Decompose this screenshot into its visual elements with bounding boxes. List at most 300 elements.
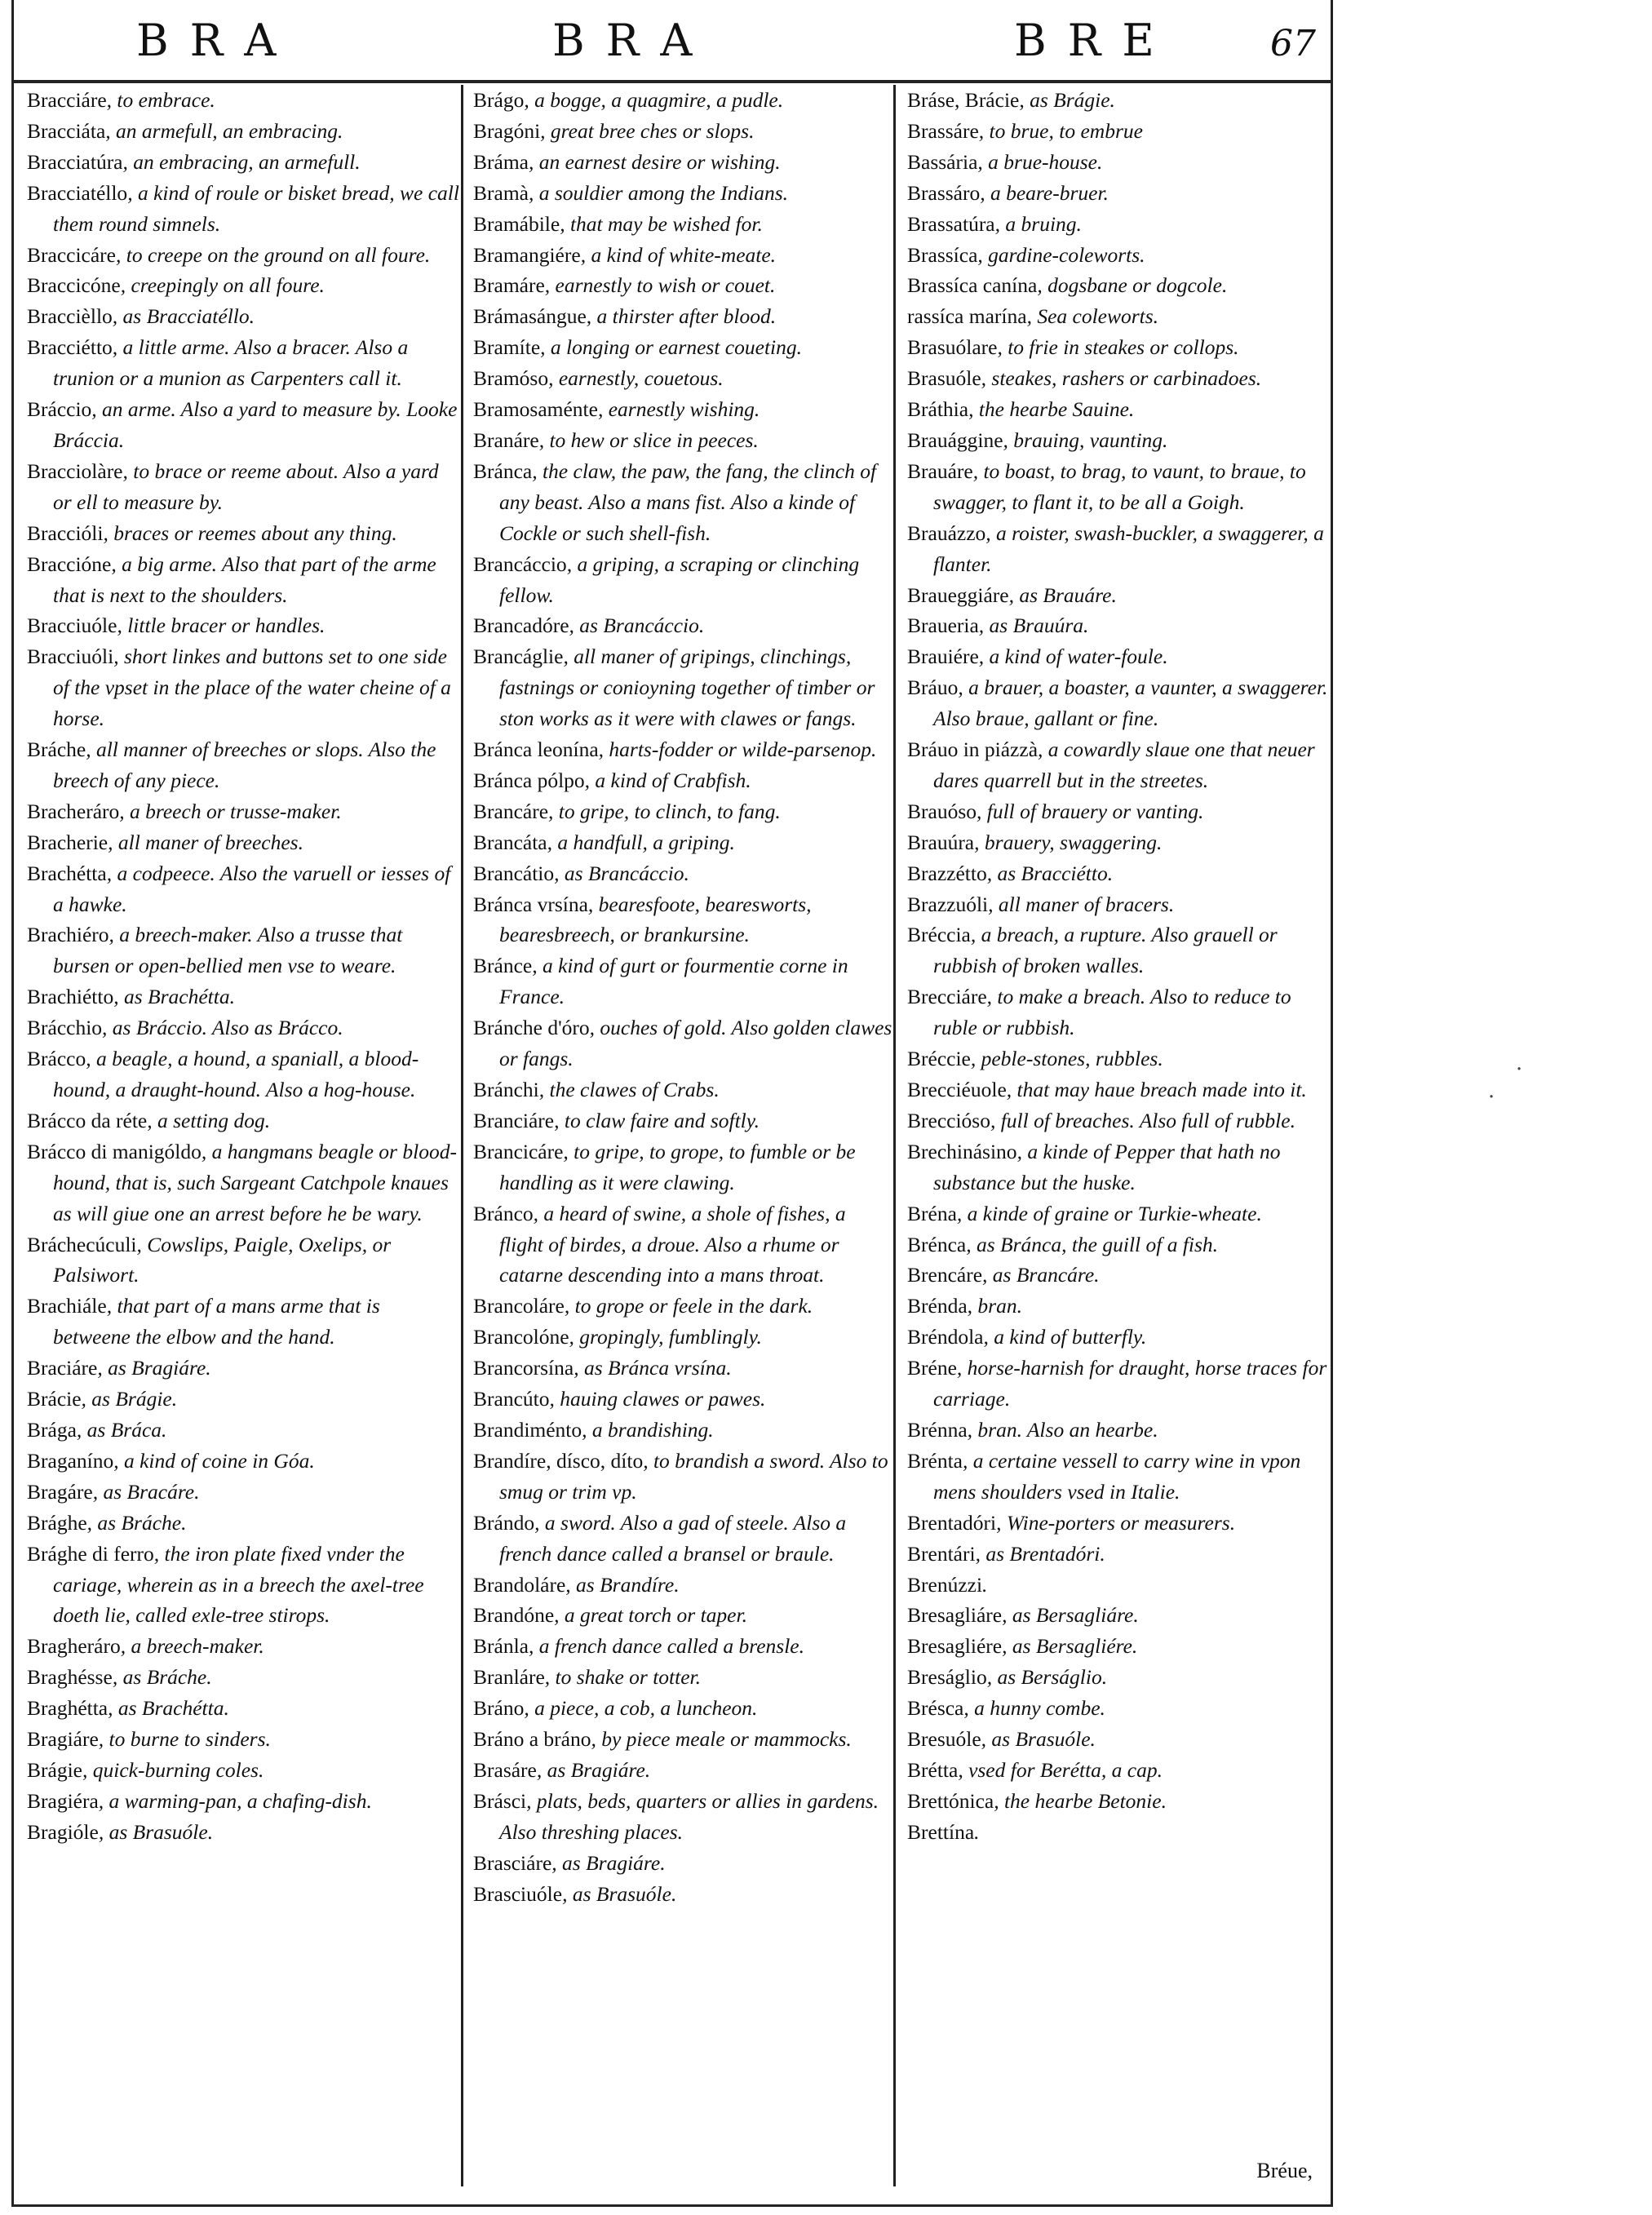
dictionary-entry bbox=[907, 1043, 1331, 1074]
dictionary-entry bbox=[907, 734, 1331, 796]
dictionary-entry bbox=[473, 363, 893, 394]
dictionary-entry bbox=[907, 858, 1331, 889]
dictionary-entry bbox=[27, 178, 459, 240]
dictionary-entry bbox=[473, 1198, 893, 1291]
headword: Brachiále bbox=[27, 1294, 107, 1318]
headword: Bracciétto bbox=[27, 335, 113, 360]
definition: , short linkes and buttons set to one side of the vpset in the place of the water cheine of a horse. bbox=[53, 645, 451, 731]
dictionary-entry bbox=[473, 827, 893, 858]
headword: Brésca bbox=[907, 1696, 964, 1721]
dictionary-entry bbox=[473, 1136, 893, 1198]
definition: , a setting dog. bbox=[147, 1108, 271, 1132]
headword: Bramíte bbox=[473, 335, 541, 360]
dictionary-entry bbox=[473, 858, 893, 889]
dictionary-entry bbox=[907, 456, 1331, 518]
dictionary-entry bbox=[27, 1508, 459, 1539]
definition: , that may haue breach made into it. bbox=[1006, 1078, 1307, 1101]
headword: Branciáre bbox=[473, 1108, 555, 1132]
dictionary-entry bbox=[473, 549, 893, 611]
definition: , a kind of Crabfish. bbox=[584, 768, 751, 792]
headword: Bráuo bbox=[907, 676, 959, 700]
dictionary-entry bbox=[473, 85, 893, 116]
headword: Brasuólare bbox=[907, 335, 998, 360]
headword: Brenúzzi bbox=[907, 1572, 983, 1597]
headword: Brettína bbox=[907, 1819, 975, 1844]
definition: , quick-burning coles. bbox=[82, 1757, 264, 1782]
definition: , Sea coleworts. bbox=[1026, 304, 1159, 329]
dictionary-entry bbox=[907, 147, 1331, 178]
definition: , full of breaches. Also full of rubble. bbox=[990, 1108, 1295, 1132]
dictionary-entry bbox=[473, 1322, 893, 1353]
definition: , the iron plate fixed vnder the cariage, wherein as in a breech the axel-tree doeth lie, called exle-tree stirops. bbox=[53, 1541, 424, 1628]
headword: Breságlio bbox=[907, 1665, 987, 1690]
definition: , a cowardly slaue one that neuer dares quarrell but in the streetes. bbox=[933, 738, 1315, 792]
dictionary-entry bbox=[907, 1662, 1331, 1693]
definition: , a big arme. Also that part of the arme that is next to the shoulders. bbox=[53, 552, 436, 607]
definition: , little bracer or handles. bbox=[117, 614, 326, 638]
definition: , as Bracáre. bbox=[92, 1479, 200, 1504]
headword: Branláre bbox=[473, 1665, 545, 1690]
definition: , a handfull, a griping. bbox=[547, 830, 735, 854]
definition: . bbox=[974, 1819, 980, 1844]
headword: Bramábile bbox=[473, 211, 560, 236]
definition: , a piece, a cob, a luncheon. bbox=[524, 1696, 758, 1721]
definition: , plats, beds, quarters or allies in gardens. Also threshing places. bbox=[499, 1788, 879, 1844]
definition: , all manner of breeches or slops. Also the breech of any piece. bbox=[53, 738, 436, 792]
definition: , the hearbe Sauine. bbox=[968, 397, 1135, 422]
headword: Bránla bbox=[473, 1634, 529, 1659]
definition: , a kind of roule or bisket bread, we call them round simnels. bbox=[53, 180, 459, 236]
definition: , earnestly wishing. bbox=[597, 397, 760, 422]
definition: , Wine-porters or measurers. bbox=[996, 1510, 1236, 1535]
headword: Bramosaménte bbox=[473, 397, 598, 422]
definition: , as Brancáccio. bbox=[554, 861, 689, 885]
headword: Bassária bbox=[907, 149, 978, 174]
definition: , the clawes of Crabs. bbox=[538, 1078, 720, 1101]
headword: Brácco bbox=[27, 1047, 86, 1071]
definition: , a brandishing. bbox=[582, 1417, 714, 1442]
headword: Brauáre bbox=[907, 459, 973, 483]
headword: Brácie bbox=[27, 1387, 82, 1411]
definition: , the claw, the paw, the fang, the clinch of any beast. Also a mans fist. Also a kinde of Cockle or such shell-fish. bbox=[499, 459, 877, 545]
headword: Bramóso bbox=[473, 366, 549, 391]
definition: , to grope or feele in the dark. bbox=[564, 1294, 813, 1318]
definition: , all maner of gripings, clinchings, fastnings or conioyning together of timber or ston works as it were with clawes or fangs. bbox=[499, 645, 875, 731]
dictionary-entry bbox=[907, 1539, 1331, 1570]
definition: , a bruing. bbox=[994, 211, 1082, 236]
headword: Bránca vrsína bbox=[473, 892, 588, 916]
dictionary-entry bbox=[27, 1384, 459, 1415]
definition: , a breech-maker. bbox=[120, 1634, 264, 1659]
headword: Bracciáre bbox=[27, 88, 107, 112]
page-number: 67 bbox=[1270, 23, 1316, 64]
headword: Brancoláre bbox=[473, 1294, 565, 1318]
headword: Bracciuóle bbox=[27, 614, 117, 638]
dictionary-entry bbox=[907, 1322, 1331, 1353]
definition: , to gripe, to grope, to fumble or be handling as it were clawing. bbox=[499, 1139, 856, 1194]
definition: , bran. bbox=[967, 1294, 1022, 1318]
definition: , as Bráche. bbox=[112, 1665, 212, 1690]
definition: , creepingly on all foure. bbox=[120, 273, 325, 298]
margin-mark: · bbox=[1516, 1057, 1523, 1082]
definition: , an arme. Also a yard to measure by. Looke Bráccia. bbox=[53, 397, 458, 452]
headword: Brachiéro bbox=[27, 923, 109, 947]
dictionary-entry bbox=[907, 1105, 1331, 1136]
headword: Bramà bbox=[473, 180, 529, 205]
headword: Bracciatéllo bbox=[27, 180, 128, 205]
definition: , as Bragiáre. bbox=[536, 1757, 651, 1782]
definition: , a certaine vessell to carry wine in vpon mens shoulders vsed in Italie. bbox=[933, 1448, 1301, 1504]
headword: Braueria bbox=[907, 614, 979, 638]
dictionary-entry bbox=[907, 610, 1331, 641]
definition: , bearesfoote, bearesworts, bearesbreech, or brankursine. bbox=[499, 892, 812, 947]
definition: , as Bragiáre. bbox=[97, 1356, 211, 1380]
definition: , a hunny combe. bbox=[963, 1696, 1105, 1721]
dictionary-entry bbox=[907, 1229, 1331, 1260]
dictionary-entry bbox=[907, 425, 1331, 456]
dictionary-entry bbox=[473, 641, 893, 734]
definition: , peble-stones, rubbles. bbox=[970, 1047, 1163, 1071]
definition: , brauery, swaggering. bbox=[974, 830, 1163, 854]
definition: , as Brasuóle. bbox=[98, 1819, 214, 1844]
dictionary-entry bbox=[27, 610, 459, 641]
headword: Brassatúra bbox=[907, 211, 995, 236]
headword: Brághe bbox=[27, 1510, 87, 1535]
headword: Bragheráro bbox=[27, 1634, 121, 1659]
headword: Brauázzo bbox=[907, 521, 986, 545]
headword: Bracciolàre bbox=[27, 459, 123, 483]
headword: Brandiménto bbox=[473, 1417, 582, 1442]
headword: Brasuóle bbox=[907, 366, 981, 391]
headword: Bragóni bbox=[473, 118, 541, 143]
definition: , brauing, vaunting. bbox=[1003, 427, 1168, 452]
definition: , to brace or reeme about. Also a yard or ell to measure by. bbox=[53, 459, 439, 514]
headword: Bracheráro bbox=[27, 799, 120, 823]
definition: , to brandish a sword. Also to smug or trim vp. bbox=[499, 1448, 888, 1504]
dictionary-entry bbox=[907, 116, 1331, 147]
definition: , as Brachétta. bbox=[108, 1696, 229, 1721]
definition: , as Bracciétto. bbox=[986, 861, 1114, 885]
definition: , as Bráche. bbox=[86, 1510, 187, 1535]
headword: Bréna bbox=[907, 1201, 957, 1225]
dictionary-entry bbox=[473, 1693, 893, 1724]
headword: Brazzétto bbox=[907, 861, 987, 885]
headword: Brecciósο bbox=[907, 1108, 990, 1132]
header-guideword-left: BRA bbox=[136, 15, 298, 66]
dictionary-entry bbox=[907, 209, 1331, 240]
headword: Bramangiére bbox=[473, 242, 581, 267]
dictionary-entry bbox=[27, 1446, 459, 1477]
headword: Braghésse bbox=[27, 1665, 113, 1690]
definition: , to embrace. bbox=[106, 88, 215, 112]
dictionary-entry bbox=[27, 1291, 459, 1353]
headword: Brágo bbox=[473, 88, 525, 112]
headword: Bránca bbox=[473, 459, 533, 483]
definition: , that may be wished for. bbox=[560, 211, 763, 236]
headword: Brancolóne bbox=[473, 1325, 569, 1349]
definition: , a beagle, a hound, a spaniall, a blood-hound, a draught-hound. Also a hog-house. bbox=[53, 1047, 419, 1101]
definition: , a hangmans beagle or blood-hound, that is, such Sargeant Catchpole knaues as will giue one an arrest before he be wary. bbox=[53, 1139, 457, 1225]
definition: , a kind of water-foule. bbox=[978, 645, 1168, 669]
dictionary-entry bbox=[473, 332, 893, 363]
definition: , a brue-house. bbox=[977, 149, 1103, 174]
dictionary-entry bbox=[473, 1012, 893, 1074]
dictionary-entry bbox=[27, 981, 459, 1012]
headword: Brandóne bbox=[473, 1603, 555, 1628]
headword: Bráccio bbox=[27, 397, 92, 422]
definition: , to creepe on the ground on all foure. bbox=[116, 242, 431, 267]
headword: Brassáre bbox=[907, 118, 979, 143]
definition: , as Bragiáre. bbox=[551, 1850, 666, 1875]
headword: Bráno bbox=[473, 1696, 525, 1721]
headword: Brághe di ferro bbox=[27, 1541, 154, 1566]
dictionary-entry bbox=[907, 1260, 1331, 1291]
headword: rassíca marína bbox=[907, 304, 1027, 329]
headword: Bránca pólpo bbox=[473, 768, 585, 792]
dictionary-entry bbox=[473, 301, 893, 332]
headword: Bráche bbox=[27, 738, 86, 762]
headword: Bránca leonína bbox=[473, 738, 599, 762]
definition: , to frie in steakes or collops. bbox=[997, 335, 1239, 360]
headword: Braccióli bbox=[27, 521, 104, 545]
definition: , as Brandíre. bbox=[565, 1572, 680, 1597]
definition: , a codpeece. Also the varuell or iesses of a hawke. bbox=[53, 861, 451, 916]
headword: Brága bbox=[27, 1417, 77, 1442]
dictionary-entry bbox=[907, 178, 1331, 209]
headword: Brecciéuole bbox=[907, 1078, 1007, 1101]
dictionary-entry bbox=[907, 672, 1331, 734]
dictionary-entry bbox=[27, 1415, 459, 1446]
dictionary-page bbox=[11, 0, 1333, 2207]
definition: , earnestly, couetous. bbox=[548, 366, 724, 391]
definition: , to claw faire and softly. bbox=[554, 1108, 760, 1132]
dictionary-entry bbox=[473, 950, 893, 1012]
headword: Braccicáre bbox=[27, 242, 116, 267]
headword: Brauóso bbox=[907, 799, 977, 823]
headword: Branáre bbox=[473, 427, 539, 452]
dictionary-entry bbox=[907, 1446, 1331, 1508]
dictionary-entry bbox=[473, 1848, 893, 1879]
headword: Bréccia bbox=[907, 923, 971, 947]
dictionary-entry bbox=[473, 425, 893, 456]
dictionary-entry bbox=[27, 919, 459, 981]
headword: Bracciuóli bbox=[27, 645, 114, 669]
dictionary-entry bbox=[473, 734, 893, 765]
dictionary-entry bbox=[27, 301, 459, 332]
definition: , to hew or slice in peeces. bbox=[538, 427, 759, 452]
dictionary-entry bbox=[27, 858, 459, 920]
headword: Brassíca bbox=[907, 242, 978, 267]
dictionary-entry bbox=[27, 1539, 459, 1632]
definition: , as Bersagliáre. bbox=[1002, 1603, 1139, 1628]
definition: , great bree ches or slops. bbox=[540, 118, 755, 143]
headword: Braccicóne bbox=[27, 273, 121, 298]
dictionary-entry bbox=[907, 1136, 1331, 1198]
definition: , as Brachétta. bbox=[113, 985, 235, 1009]
dictionary-entry bbox=[473, 765, 893, 796]
headword: Bragiéra bbox=[27, 1788, 99, 1813]
definition: , as Brasuóle. bbox=[562, 1881, 677, 1906]
headword: Bresagliáre bbox=[907, 1603, 1003, 1628]
definition: , a kind of gurt or fourmentie corne in France. bbox=[499, 954, 848, 1009]
dictionary-entry bbox=[907, 1291, 1331, 1322]
definition: , a kinde of graine or Turkie-wheate. bbox=[956, 1201, 1262, 1225]
headword: Bracherie bbox=[27, 830, 109, 854]
headword: Bresuóle bbox=[907, 1727, 981, 1752]
definition: , earnestly to wish or couet. bbox=[544, 273, 776, 298]
headword: Brétta bbox=[907, 1757, 959, 1782]
headword: Braghétta bbox=[27, 1696, 109, 1721]
dictionary-entry bbox=[27, 456, 459, 518]
dictionary-entry bbox=[907, 1508, 1331, 1539]
dictionary-entry bbox=[907, 1600, 1331, 1631]
dictionary-entry bbox=[907, 1817, 1331, 1848]
headword: Brandoláre bbox=[473, 1572, 566, 1597]
definition: , a kind of white-meate. bbox=[580, 242, 777, 267]
dictionary-entry bbox=[473, 1786, 893, 1848]
headword: Brancáglie bbox=[473, 645, 564, 669]
definition: , as Brauáre. bbox=[1008, 583, 1117, 607]
dictionary-entry bbox=[473, 1074, 893, 1105]
definition: , as Brancáre. bbox=[982, 1263, 1100, 1287]
dictionary-entry bbox=[27, 734, 459, 796]
dictionary-entry bbox=[907, 363, 1331, 394]
headword: Brancáccio bbox=[473, 552, 567, 576]
dictionary-entry bbox=[27, 796, 459, 827]
headword: Bresagliére bbox=[907, 1634, 1003, 1659]
dictionary-entry bbox=[907, 1724, 1331, 1755]
headword: Brecciáre bbox=[907, 985, 987, 1009]
definition: , dogsbane or dogcole. bbox=[1037, 273, 1228, 298]
headword: Bramáre bbox=[473, 273, 545, 298]
dictionary-entry bbox=[27, 1043, 459, 1105]
dictionary-entry bbox=[907, 1353, 1331, 1415]
header-guideword-middle: BRA bbox=[552, 15, 714, 66]
definition: , a longing or earnest coueting. bbox=[540, 335, 802, 360]
dictionary-entry bbox=[907, 827, 1331, 858]
headword: Brácco da réte bbox=[27, 1108, 148, 1132]
dictionary-entry bbox=[27, 1012, 459, 1043]
dictionary-entry bbox=[907, 518, 1331, 580]
definition: , an embracing, an armefull. bbox=[122, 149, 361, 174]
dictionary-entry bbox=[907, 1570, 1331, 1601]
dictionary-entry bbox=[27, 1786, 459, 1817]
definition: , as Brágie. bbox=[1019, 88, 1115, 112]
dictionary-entry bbox=[27, 332, 459, 394]
definition: , steakes, rashers or carbinadoes. bbox=[981, 366, 1262, 391]
dictionary-entry bbox=[907, 1198, 1331, 1229]
definition: , by piece meale or mammocks. bbox=[591, 1727, 852, 1752]
headword: Bránchi bbox=[473, 1078, 539, 1101]
running-header bbox=[14, 0, 1331, 83]
headword: Braueggiáre bbox=[907, 583, 1009, 607]
dictionary-entry bbox=[907, 641, 1331, 672]
headword: Bráno a bráno bbox=[473, 1727, 591, 1752]
definition: , to shake or totter. bbox=[544, 1665, 702, 1690]
definition: , a breech or trusse-maker. bbox=[119, 799, 342, 823]
dictionary-entry bbox=[907, 1786, 1331, 1817]
headword: Brancátio bbox=[473, 861, 555, 885]
definition: , as Bracciatéllo. bbox=[112, 304, 255, 329]
headword: Brassáro bbox=[907, 180, 981, 205]
dictionary-entry bbox=[907, 240, 1331, 271]
definition: , a little arme. Also a bracer. Also a trunion or a munion as Carpenters call it. bbox=[53, 335, 409, 391]
headword: Bráchecúculi bbox=[27, 1232, 137, 1256]
headword: Bránche d'óro bbox=[473, 1016, 590, 1040]
definition: , horse-harnish for draught, horse traces for carriage. bbox=[933, 1356, 1327, 1411]
dictionary-entry bbox=[473, 456, 893, 549]
dictionary-entry bbox=[27, 1353, 459, 1384]
dictionary-entry bbox=[27, 641, 459, 734]
dictionary-entry bbox=[27, 1136, 459, 1229]
definition: , an armefull, an embracing. bbox=[105, 118, 343, 143]
headword: Brácco di manigóldo bbox=[27, 1139, 202, 1163]
dictionary-entry bbox=[907, 1631, 1331, 1662]
headword: Brentadóri bbox=[907, 1510, 997, 1535]
headword: Brásci bbox=[473, 1788, 527, 1813]
column-middle bbox=[461, 85, 893, 2186]
dictionary-entry bbox=[473, 1662, 893, 1693]
headword: Brauúra bbox=[907, 830, 975, 854]
dictionary-entry bbox=[27, 1724, 459, 1755]
definition: , a sword. Also a gad of steele. Also a french dance called a bransel or braule. bbox=[499, 1510, 847, 1566]
definition: , as Bránca, the guill of a fish. bbox=[966, 1232, 1219, 1256]
headword: Brénda bbox=[907, 1294, 968, 1318]
headword: Brámasángue bbox=[473, 304, 587, 329]
definition: , as Brancáccio. bbox=[569, 614, 705, 638]
definition: , a french dance called a brensle. bbox=[528, 1634, 804, 1659]
definition: , as Bráca. bbox=[76, 1417, 167, 1442]
headword: Bránce bbox=[473, 954, 533, 978]
definition: , a breech-maker. Also a trusse that bursen or open-bellied men vse to weare. bbox=[53, 923, 403, 978]
headword: Bragáre bbox=[27, 1479, 93, 1504]
definition: , a roister, swash-buckler, a swaggerer, a flanter. bbox=[933, 521, 1324, 576]
dictionary-entry bbox=[907, 580, 1331, 611]
definition: , to gripe, to clinch, to fang. bbox=[548, 799, 781, 823]
headword: Brancáta bbox=[473, 830, 547, 854]
dictionary-entry bbox=[27, 1662, 459, 1693]
definition: , a kinde of Pepper that hath no substance but the huske. bbox=[933, 1139, 1281, 1194]
dictionary-entry bbox=[907, 919, 1331, 981]
dictionary-entry bbox=[907, 796, 1331, 827]
definition: , as Berságlio. bbox=[986, 1665, 1108, 1690]
definition: , to burne to sinders. bbox=[98, 1727, 271, 1752]
definition: , all maner of bracers. bbox=[988, 892, 1175, 916]
headword: Bráuo in piázzà bbox=[907, 738, 1039, 762]
dictionary-entry bbox=[907, 270, 1331, 301]
headword: Bránco bbox=[473, 1201, 534, 1225]
dictionary-entry bbox=[907, 1074, 1331, 1105]
dictionary-entry bbox=[907, 889, 1331, 920]
dictionary-entry bbox=[473, 1353, 893, 1384]
headword: Bragióle bbox=[27, 1819, 99, 1844]
headword: Bráse, Brácie bbox=[907, 88, 1020, 112]
headword: Brachiétto bbox=[27, 985, 114, 1009]
definition: , as Brentadóri. bbox=[975, 1541, 1105, 1566]
headword: Brácchio bbox=[27, 1016, 103, 1040]
definition: , full of brauery or vanting. bbox=[977, 799, 1204, 823]
dictionary-entry bbox=[473, 1631, 893, 1662]
dictionary-entry bbox=[473, 240, 893, 271]
column-right bbox=[893, 85, 1331, 2186]
dictionary-entry bbox=[473, 796, 893, 827]
dictionary-entry bbox=[27, 1631, 459, 1662]
catchword: Bréue, bbox=[1256, 2159, 1313, 2182]
definition: , ouches of gold. Also golden clawes or fangs. bbox=[499, 1016, 892, 1071]
headword: Brazzuóli bbox=[907, 892, 989, 916]
headword: Brachétta bbox=[27, 861, 107, 885]
definition: , braces or reemes about any thing. bbox=[103, 521, 397, 545]
